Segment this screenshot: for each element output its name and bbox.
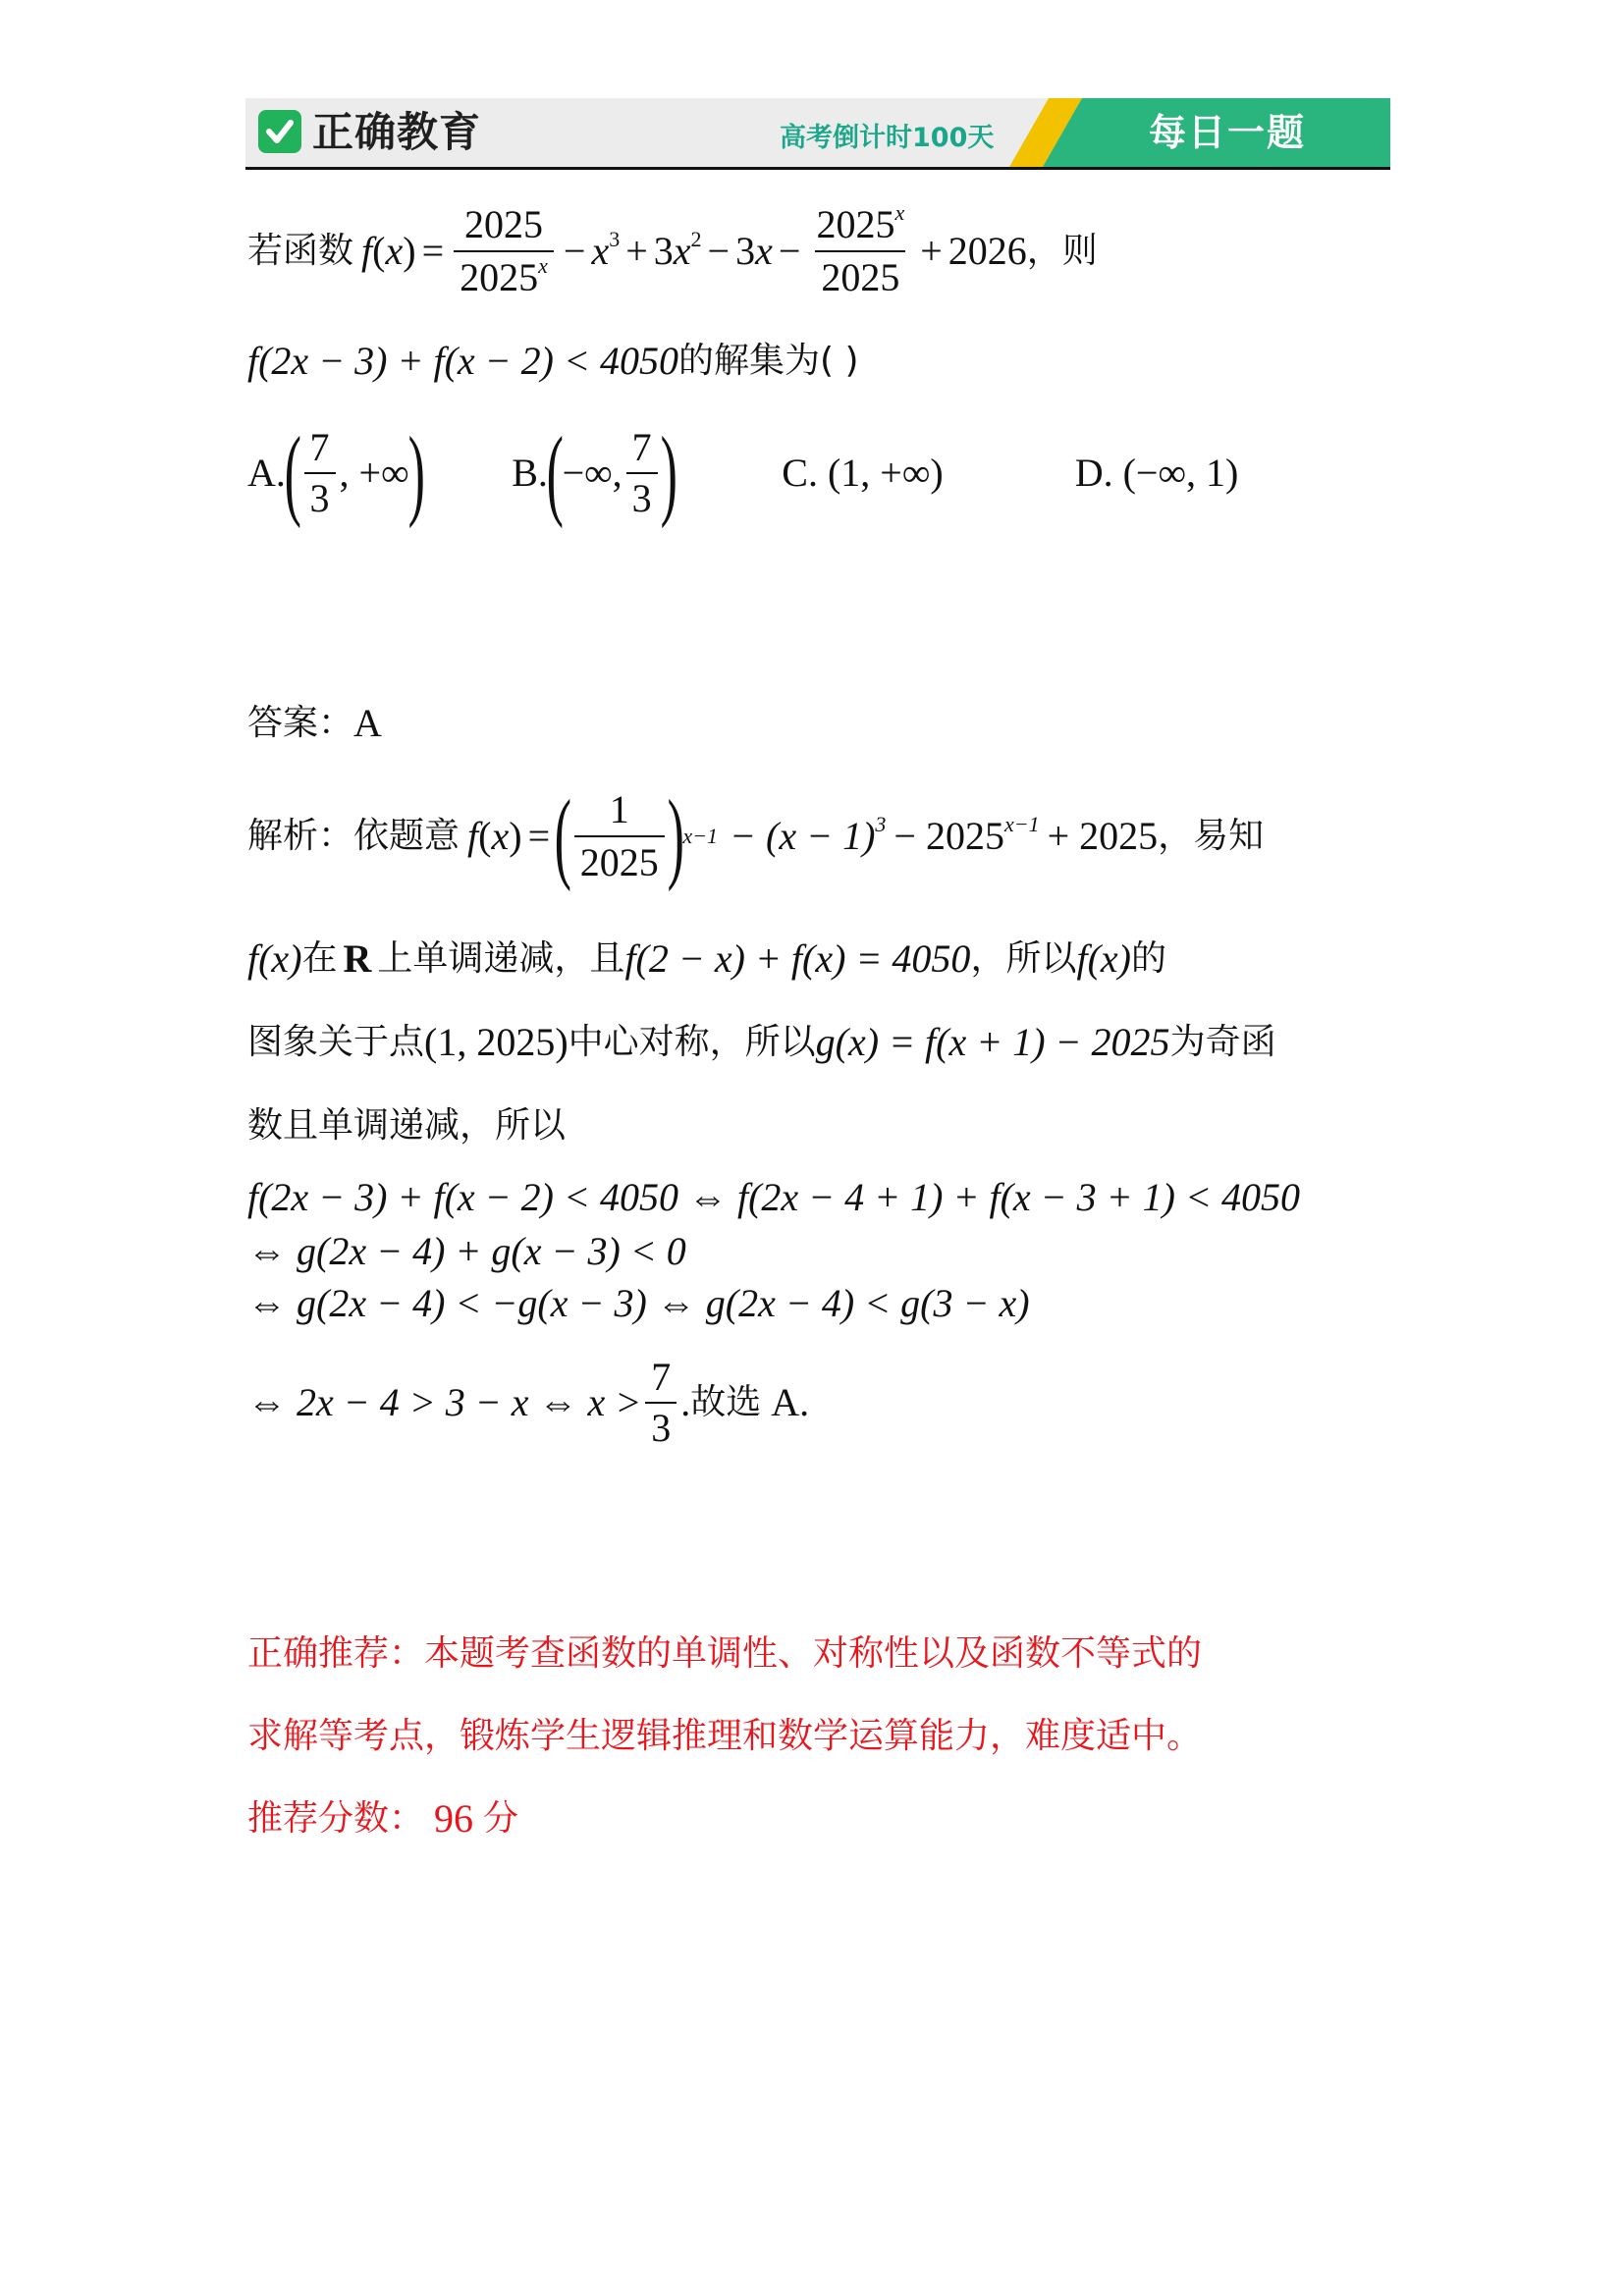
header-banner — [245, 98, 1390, 167]
analysis-const: + 2025 — [1047, 814, 1159, 858]
frac-2025-over-2025x: $\frac{2025}{2025^x}$ — [454, 201, 554, 301]
analysis-text-zai: 在 — [301, 938, 338, 979]
analysis-symmetry-eq: f(2 − x) + f(x) = 4050 — [624, 936, 971, 981]
options-row — [247, 416, 1239, 529]
score-value: 96 — [434, 1796, 474, 1841]
analysis-label: 解析：依题意 — [247, 816, 460, 856]
const-term: + 2026 — [920, 229, 1027, 273]
recommend-line-1 — [247, 1629, 1202, 1679]
question-line-2 — [247, 337, 859, 386]
answer-line — [247, 699, 382, 748]
question-line-1 — [247, 201, 1098, 301]
equiv-line-4 — [247, 1355, 809, 1451]
question-tail: 的解集为( ) — [677, 341, 859, 381]
analysis-text-odd: 为奇函 — [1169, 1022, 1276, 1062]
recommend-score-line — [247, 1794, 518, 1843]
analysis-line-3 — [247, 1018, 1276, 1067]
analysis-exp-term: − $2025^{x-1}$ — [893, 812, 1040, 858]
inequality: f(2x − 3) + f(x − 2) < 4050 — [247, 339, 678, 383]
poly-terms: − $x^3 + 3x^2 - 3x$ − — [563, 227, 801, 273]
analysis-text-graph: 图象关于点 — [247, 1022, 425, 1062]
brand-name: 正确教育 — [312, 108, 482, 156]
analysis-line-1 — [247, 779, 1265, 892]
equiv-line-2 — [247, 1227, 686, 1276]
score-label: 推荐分数： — [247, 1798, 425, 1839]
analysis-text-de: 的 — [1130, 938, 1166, 979]
equiv-2: ⇔ g(2x − 4) + g(x − 3) < 0 — [247, 1229, 686, 1273]
score-unit: 分 — [483, 1798, 519, 1839]
recommend-text-1: 正确推荐：本题考查函数的单调性、对称性以及函数不等式的 — [247, 1633, 1203, 1674]
option-a: A. ( $\frac{7}{3}$ , +∞ ) — [247, 416, 425, 529]
question-lead: 若函数 — [247, 231, 354, 271]
analysis-g-def: g(x) = f(x + 1) − 2025 — [815, 1020, 1170, 1064]
question-then: ，则 — [1026, 231, 1098, 271]
analysis-fx-2: f(x) — [1076, 936, 1131, 981]
answer-value: A — [353, 701, 382, 745]
recommend-text-2: 求解等考点，锻炼学生逻辑推理和数学运算能力，难度适中。 — [247, 1716, 1203, 1756]
equiv-1: f(2x − 3) + f(x − 2) < 4050 ⇔ f(2x − 4 + 1) + f(x − 3 + 1) < 4050 — [247, 1175, 1300, 1219]
equiv-line-3 — [247, 1279, 1030, 1328]
option-d: D. (−∞, 1) — [1074, 451, 1239, 495]
frac-2025x-over-2025: $\frac{2025^x}{2025}$ — [816, 200, 905, 299]
option-b: B. ( −∞, $\frac{7}{3}$ ) — [512, 416, 677, 529]
analysis-power-term: ( $\frac{1}{2025}$ ) x−1 — [554, 779, 719, 892]
frac-7-3: $\frac{7}{3}$ — [645, 1355, 677, 1451]
countdown-text: 高考倒计时100天 — [780, 123, 995, 153]
analysis-cube-term: − $(x - 1)^3$ — [730, 812, 887, 858]
analysis-text-center: 中心对称，所以 — [568, 1022, 816, 1062]
analysis-line-2 — [247, 934, 1166, 984]
equiv-choose: 故选 — [690, 1382, 762, 1422]
analysis-text-hence: 数且单调递减，所以 — [247, 1105, 567, 1146]
analysis-text-decreasing: 上单调递减，且 — [377, 938, 625, 979]
analysis-R: R — [343, 936, 372, 981]
check-icon — [258, 110, 301, 153]
equiv-dot: . — [680, 1380, 691, 1424]
analysis-easy-know: ，易知 — [1158, 816, 1265, 856]
equiv-line-1 — [247, 1173, 1300, 1222]
equiv-answer: A. — [771, 1380, 810, 1424]
equiv-4: ⇔ 2x − 4 > 3 − x ⇔ x > — [247, 1380, 642, 1424]
recommend-line-2 — [247, 1712, 1202, 1761]
analysis-func: f(x) = — [467, 814, 551, 858]
equiv-3: ⇔ g(2x − 4) < −g(x − 3) ⇔ g(2x − 4) < g(3 − x) — [247, 1281, 1030, 1325]
func-def: f(x) = — [361, 229, 445, 273]
analysis-point: (1, 2025) — [424, 1020, 568, 1064]
analysis-text-so: ，所以 — [970, 938, 1077, 979]
option-c: C. (1, +∞) — [782, 451, 944, 495]
daily-question-label: 每日一题 — [1149, 111, 1307, 154]
header-rule — [245, 167, 1390, 170]
analysis-fx-1: f(x) — [247, 936, 302, 981]
answer-label: 答案： — [247, 703, 354, 743]
analysis-line-4 — [247, 1101, 566, 1150]
